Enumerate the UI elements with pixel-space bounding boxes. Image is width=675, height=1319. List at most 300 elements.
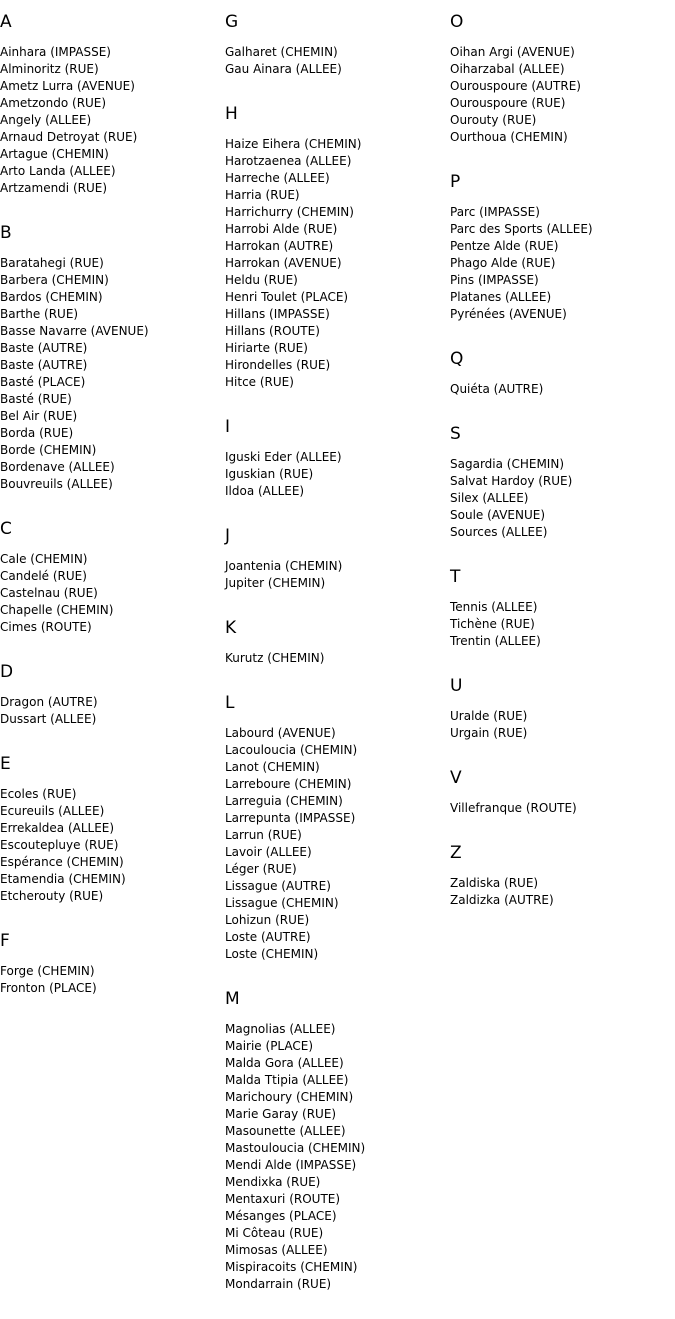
letter-group-g — [225, 12, 447, 78]
letter-heading: I — [225, 417, 231, 437]
street-item — [225, 1021, 447, 1038]
street-item — [450, 238, 672, 255]
street-item — [450, 599, 672, 616]
street-item — [0, 340, 222, 357]
street-link[interactable]: Ametzondo (RUE) — [0, 96, 107, 110]
street-item — [0, 837, 222, 854]
street-item — [225, 742, 447, 759]
street-item — [0, 146, 222, 163]
street-link[interactable]: Parc des Sports (ALLEE) — [450, 222, 593, 236]
street-link[interactable]: Candelé (RUE) — [0, 569, 87, 583]
street-link[interactable]: Jupiter (CHEMIN) — [225, 576, 326, 590]
street-item — [225, 61, 447, 78]
street-item — [225, 827, 447, 844]
letter-heading: P — [450, 172, 461, 192]
street-link[interactable]: Trentin (ALLEE) — [450, 634, 541, 648]
street-item — [0, 711, 222, 728]
street-item — [450, 875, 672, 892]
street-link[interactable]: Ourouty (RUE) — [450, 113, 537, 127]
street-link[interactable]: Chapelle (CHEMIN) — [0, 603, 114, 617]
street-link[interactable]: Baratahegi (RUE) — [0, 256, 104, 270]
street-link[interactable]: Ametz Lurra (AVENUE) — [0, 79, 135, 93]
street-item — [225, 776, 447, 793]
street-link[interactable]: Lanot (CHEMIN) — [225, 760, 320, 774]
street-list — [450, 599, 672, 650]
street-link[interactable]: Iguskian (RUE) — [225, 467, 314, 481]
letter-heading: G — [225, 12, 239, 32]
street-item — [0, 374, 222, 391]
letter-group-c — [0, 519, 222, 636]
street-link[interactable]: Basté (PLACE) — [0, 375, 86, 389]
letter-group-q — [450, 349, 672, 398]
letter-heading: O — [450, 12, 464, 32]
street-list — [450, 800, 672, 817]
street-link[interactable]: Baste (AUTRE) — [0, 341, 88, 355]
street-item — [225, 1174, 447, 1191]
street-item — [0, 442, 222, 459]
street-item — [0, 871, 222, 888]
street-item — [225, 136, 447, 153]
street-link[interactable]: Ainhara (IMPASSE) — [0, 45, 111, 59]
street-item — [225, 810, 447, 827]
street-item — [0, 180, 222, 197]
street-link[interactable]: Errekaldea (ALLEE) — [0, 821, 115, 835]
letter-heading: J — [225, 526, 231, 546]
letter-group-t — [450, 567, 672, 650]
letter-group-s — [450, 424, 672, 541]
street-link[interactable]: Barbera (CHEMIN) — [0, 273, 109, 287]
street-link[interactable]: Mendi Alde (IMPASSE) — [225, 1158, 357, 1172]
street-list — [450, 204, 672, 323]
street-item — [0, 306, 222, 323]
street-link[interactable]: Harrichurry (CHEMIN) — [225, 205, 354, 219]
letter-group-z — [450, 843, 672, 909]
street-item — [0, 272, 222, 289]
street-link[interactable]: Larrepunta (IMPASSE) — [225, 811, 356, 825]
letter-heading: C — [0, 519, 12, 539]
street-item — [0, 61, 222, 78]
street-list — [0, 551, 222, 636]
street-link[interactable]: Bel Air (RUE) — [0, 409, 78, 423]
street-item — [225, 238, 447, 255]
letter-group-b — [0, 223, 222, 493]
street-link[interactable]: Lissague (AUTRE) — [225, 879, 331, 893]
street-link[interactable]: Cimes (ROUTE) — [0, 620, 92, 634]
street-item — [225, 44, 447, 61]
street-link[interactable]: Phago Alde (RUE) — [450, 256, 556, 270]
letter-group-l — [225, 693, 447, 963]
street-link[interactable]: Salvat Hardoy (RUE) — [450, 474, 573, 488]
street-item — [225, 1106, 447, 1123]
street-item — [0, 888, 222, 905]
letter-heading: D — [0, 662, 14, 682]
street-item — [0, 357, 222, 374]
street-item — [225, 272, 447, 289]
street-link[interactable]: Mondarrain (RUE) — [225, 1277, 332, 1291]
street-item — [225, 1276, 447, 1293]
street-link[interactable]: Marie Garay (RUE) — [225, 1107, 337, 1121]
street-link[interactable]: Silex (ALLEE) — [450, 491, 529, 505]
street-link[interactable]: Zaldiska (RUE) — [450, 876, 539, 890]
street-list — [450, 44, 672, 146]
street-link[interactable]: Urgain (RUE) — [450, 726, 528, 740]
street-item — [450, 473, 672, 490]
street-link[interactable]: Loste (AUTRE) — [225, 930, 311, 944]
street-item — [225, 483, 447, 500]
street-link[interactable]: Harrobi Alde (RUE) — [225, 222, 338, 236]
street-link[interactable]: Mi Côteau (RUE) — [225, 1226, 324, 1240]
street-list — [450, 456, 672, 541]
street-link[interactable]: Harrokan (AVENUE) — [225, 256, 342, 270]
street-link[interactable]: Marichoury (CHEMIN) — [225, 1090, 354, 1104]
street-link[interactable]: Escoutepluye (RUE) — [0, 838, 119, 852]
letter-group-k — [225, 618, 447, 667]
street-link[interactable]: Pentze Alde (RUE) — [450, 239, 559, 253]
street-link[interactable]: Ourthoua (CHEMIN) — [450, 130, 568, 144]
street-item — [450, 112, 672, 129]
street-item — [225, 558, 447, 575]
street-link[interactable]: Soule (AVENUE) — [450, 508, 546, 522]
street-link[interactable]: Espérance (CHEMIN) — [0, 855, 124, 869]
street-link[interactable]: Artague (CHEMIN) — [0, 147, 109, 161]
street-link[interactable]: Dragon (AUTRE) — [0, 695, 98, 709]
street-link[interactable]: Mentaxuri (ROUTE) — [225, 1192, 341, 1206]
street-link[interactable]: Hitce (RUE) — [225, 375, 294, 389]
street-link[interactable]: Cale (CHEMIN) — [0, 552, 88, 566]
street-list — [0, 44, 222, 197]
street-item — [225, 793, 447, 810]
street-list — [225, 449, 447, 500]
street-item — [450, 255, 672, 272]
letter-group-v — [450, 768, 672, 817]
street-item — [225, 1089, 447, 1106]
street-link[interactable]: Ildoa (ALLEE) — [225, 484, 305, 498]
street-link[interactable]: Harria (RUE) — [225, 188, 300, 202]
street-item — [450, 129, 672, 146]
street-list — [450, 875, 672, 909]
street-item — [225, 575, 447, 592]
street-item — [450, 633, 672, 650]
street-link[interactable]: Arto Landa (ALLEE) — [0, 164, 116, 178]
street-item — [225, 449, 447, 466]
street-list — [0, 694, 222, 728]
street-item — [0, 163, 222, 180]
street-item — [450, 456, 672, 473]
street-link[interactable]: Hirondelles (RUE) — [225, 358, 331, 372]
street-link[interactable]: Galharet (CHEMIN) — [225, 45, 338, 59]
street-item — [225, 878, 447, 895]
street-link[interactable]: Lissague (CHEMIN) — [225, 896, 339, 910]
street-item — [225, 759, 447, 776]
street-item — [225, 1225, 447, 1242]
street-item — [0, 854, 222, 871]
street-item — [0, 112, 222, 129]
letter-group-m — [225, 989, 447, 1293]
street-item — [450, 892, 672, 909]
street-link[interactable]: Arnaud Detroyat (RUE) — [0, 130, 138, 144]
street-link[interactable]: Lavoir (ALLEE) — [225, 845, 312, 859]
street-link[interactable]: Pins (IMPASSE) — [450, 273, 539, 287]
street-item — [0, 255, 222, 272]
street-item — [225, 255, 447, 272]
street-item — [225, 929, 447, 946]
street-item — [450, 272, 672, 289]
street-link[interactable]: Basté (RUE) — [0, 392, 72, 406]
street-item — [225, 946, 447, 963]
street-list — [225, 44, 447, 78]
street-item — [0, 78, 222, 95]
letter-heading: F — [0, 931, 10, 951]
street-link[interactable]: Etcherouty (RUE) — [0, 889, 104, 903]
street-item — [225, 357, 447, 374]
street-item — [0, 459, 222, 476]
letter-heading: U — [450, 676, 463, 696]
street-item — [0, 694, 222, 711]
street-link[interactable]: Basse Navarre (AVENUE) — [0, 324, 149, 338]
street-item — [450, 289, 672, 306]
street-list — [0, 963, 222, 997]
street-list — [225, 725, 447, 963]
street-item — [225, 221, 447, 238]
letter-group-p — [450, 172, 672, 323]
index-column-3 — [450, 12, 672, 935]
street-item — [225, 1123, 447, 1140]
street-item — [450, 95, 672, 112]
street-link[interactable]: Angely (ALLEE) — [0, 113, 92, 127]
street-link[interactable]: Mairie (PLACE) — [225, 1039, 314, 1053]
street-list — [450, 381, 672, 398]
street-link[interactable]: Harrokan (AUTRE) — [225, 239, 334, 253]
street-item — [450, 708, 672, 725]
street-item — [225, 844, 447, 861]
street-link[interactable]: Harotzaenea (ALLEE) — [225, 154, 352, 168]
street-item — [450, 44, 672, 61]
street-item — [225, 306, 447, 323]
street-item — [225, 1038, 447, 1055]
street-item — [225, 340, 447, 357]
street-link[interactable]: Joantenia (CHEMIN) — [225, 559, 343, 573]
street-list — [0, 255, 222, 493]
street-item — [450, 524, 672, 541]
letter-group-e — [0, 754, 222, 905]
street-item — [225, 323, 447, 340]
street-link[interactable]: Kurutz (CHEMIN) — [225, 651, 325, 665]
street-link[interactable]: Zaldizka (AUTRE) — [450, 893, 554, 907]
letter-heading: E — [0, 754, 11, 774]
street-link[interactable]: Hillans (IMPASSE) — [225, 307, 330, 321]
street-link[interactable]: Hiriarte (RUE) — [225, 341, 308, 355]
street-link[interactable]: Forge (CHEMIN) — [0, 964, 95, 978]
street-item — [225, 1208, 447, 1225]
street-list — [450, 708, 672, 742]
street-link[interactable]: Lohizun (RUE) — [225, 913, 310, 927]
street-link[interactable]: Ecureuils (ALLEE) — [0, 804, 105, 818]
street-item — [225, 1259, 447, 1276]
street-item — [0, 425, 222, 442]
street-item — [0, 129, 222, 146]
street-item — [225, 725, 447, 742]
street-link[interactable]: Pyrénées (AVENUE) — [450, 307, 567, 321]
street-link[interactable]: Alminoritz (RUE) — [0, 62, 99, 76]
street-item — [225, 1191, 447, 1208]
street-link[interactable]: Parc (IMPASSE) — [450, 205, 540, 219]
street-link[interactable]: Labourd (AVENUE) — [225, 726, 336, 740]
street-link[interactable]: Sources (ALLEE) — [450, 525, 548, 539]
street-link[interactable]: Bardos (CHEMIN) — [0, 290, 103, 304]
street-link[interactable]: Malda Gora (ALLEE) — [225, 1056, 344, 1070]
street-link[interactable]: Lacouloucia (CHEMIN) — [225, 743, 358, 757]
street-list — [225, 136, 447, 391]
street-link[interactable]: Magnolias (ALLEE) — [225, 1022, 336, 1036]
street-item — [225, 289, 447, 306]
street-link[interactable]: Hillans (ROUTE) — [225, 324, 320, 338]
street-link[interactable]: Mendixka (RUE) — [225, 1175, 321, 1189]
street-link[interactable]: Larreboure (CHEMIN) — [225, 777, 352, 791]
street-link[interactable]: Ourouspoure (AUTRE) — [450, 79, 581, 93]
street-item — [225, 861, 447, 878]
street-item — [225, 1140, 447, 1157]
street-item — [225, 650, 447, 667]
street-item — [0, 44, 222, 61]
letter-heading: V — [450, 768, 462, 788]
street-link[interactable]: Gau Ainara (ALLEE) — [225, 62, 342, 76]
street-item — [0, 568, 222, 585]
street-item — [450, 381, 672, 398]
street-link[interactable]: Mispiracoits (CHEMIN) — [225, 1260, 358, 1274]
street-link[interactable]: Heldu (RUE) — [225, 273, 298, 287]
street-link[interactable]: Oiharzabal (ALLEE) — [450, 62, 565, 76]
street-link[interactable]: Tennis (ALLEE) — [450, 600, 538, 614]
street-link[interactable]: Loste (CHEMIN) — [225, 947, 319, 961]
street-link[interactable]: Borde (CHEMIN) — [0, 443, 97, 457]
street-link[interactable]: Etamendia (CHEMIN) — [0, 872, 126, 886]
letter-heading: K — [225, 618, 237, 638]
street-item — [450, 221, 672, 238]
street-link[interactable]: Dussart (ALLEE) — [0, 712, 97, 726]
street-link[interactable]: Mésanges (PLACE) — [225, 1209, 337, 1223]
letter-heading: A — [0, 12, 12, 32]
street-list — [0, 786, 222, 905]
street-item — [0, 820, 222, 837]
street-item — [450, 725, 672, 742]
street-link[interactable]: Ecoles (RUE) — [0, 787, 77, 801]
letter-group-d — [0, 662, 222, 728]
street-item — [225, 374, 447, 391]
street-item — [0, 95, 222, 112]
letter-group-o — [450, 12, 672, 146]
letter-group-j — [225, 526, 447, 592]
street-link[interactable]: Platanes (ALLEE) — [450, 290, 552, 304]
street-item — [450, 204, 672, 221]
street-item — [0, 619, 222, 636]
index-column-2 — [225, 12, 447, 1319]
street-item — [450, 616, 672, 633]
street-list — [225, 1021, 447, 1293]
street-link[interactable]: Masounette (ALLEE) — [225, 1124, 346, 1138]
street-link[interactable]: Fronton (PLACE) — [0, 981, 97, 995]
street-item — [450, 507, 672, 524]
street-link[interactable]: Uralde (RUE) — [450, 709, 528, 723]
street-link[interactable]: Borda (RUE) — [0, 426, 74, 440]
street-item — [0, 963, 222, 980]
street-link[interactable]: Haize Eihera (CHEMIN) — [225, 137, 362, 151]
street-link[interactable]: Oihan Argi (AVENUE) — [450, 45, 575, 59]
street-item — [0, 476, 222, 493]
street-item — [225, 1157, 447, 1174]
street-link[interactable]: Quiéta (AUTRE) — [450, 382, 544, 396]
letter-group-a — [0, 12, 222, 197]
street-link[interactable]: Léger (RUE) — [225, 862, 297, 876]
street-item — [450, 306, 672, 323]
letter-heading: Z — [450, 843, 462, 863]
street-item — [225, 1242, 447, 1259]
street-link[interactable]: Baste (AUTRE) — [0, 358, 88, 372]
street-link[interactable]: Sagardia (CHEMIN) — [450, 457, 564, 471]
street-link[interactable]: Henri Toulet (PLACE) — [225, 290, 349, 304]
street-link[interactable]: Mastouloucia (CHEMIN) — [225, 1141, 366, 1155]
letter-heading: B — [0, 223, 12, 243]
letter-heading: H — [225, 104, 238, 124]
street-link[interactable]: Larreguia (CHEMIN) — [225, 794, 343, 808]
letter-group-f — [0, 931, 222, 997]
street-item — [450, 61, 672, 78]
street-item — [0, 786, 222, 803]
street-item — [225, 170, 447, 187]
street-item — [225, 204, 447, 221]
letter-heading: M — [225, 989, 240, 1009]
street-item — [0, 289, 222, 306]
street-link[interactable]: Villefranque (ROUTE) — [450, 801, 577, 815]
street-list — [225, 558, 447, 592]
street-item — [0, 551, 222, 568]
letter-heading: T — [450, 567, 461, 587]
letter-group-i — [225, 417, 447, 500]
street-item — [0, 980, 222, 997]
letter-heading: Q — [450, 349, 464, 369]
street-item — [225, 895, 447, 912]
street-link[interactable]: Castelnau (RUE) — [0, 586, 98, 600]
street-item — [450, 490, 672, 507]
street-link[interactable]: Mimosas (ALLEE) — [225, 1243, 328, 1257]
street-link[interactable]: Malda Ttipia (ALLEE) — [225, 1073, 349, 1087]
letter-group-u — [450, 676, 672, 742]
street-item — [0, 585, 222, 602]
street-link[interactable]: Artzamendi (RUE) — [0, 181, 108, 195]
street-item — [0, 408, 222, 425]
street-item — [0, 602, 222, 619]
street-link[interactable]: Iguski Eder (ALLEE) — [225, 450, 342, 464]
street-link[interactable]: Bordenave (ALLEE) — [0, 460, 115, 474]
street-link[interactable]: Tichène (RUE) — [450, 617, 535, 631]
letter-group-h — [225, 104, 447, 391]
street-link[interactable]: Larrun (RUE) — [225, 828, 302, 842]
street-list — [225, 650, 447, 667]
index-column-1 — [0, 12, 222, 1023]
street-item — [225, 153, 447, 170]
street-item — [0, 323, 222, 340]
letter-heading: L — [225, 693, 235, 713]
street-item — [0, 803, 222, 820]
street-item — [450, 78, 672, 95]
street-item — [0, 391, 222, 408]
street-link[interactable]: Ourouspoure (RUE) — [450, 96, 566, 110]
street-link[interactable]: Bouvreuils (ALLEE) — [0, 477, 113, 491]
street-link[interactable]: Harreche (ALLEE) — [225, 171, 330, 185]
street-item — [225, 1072, 447, 1089]
street-link[interactable]: Barthe (RUE) — [0, 307, 79, 321]
street-item — [225, 187, 447, 204]
street-item — [225, 912, 447, 929]
